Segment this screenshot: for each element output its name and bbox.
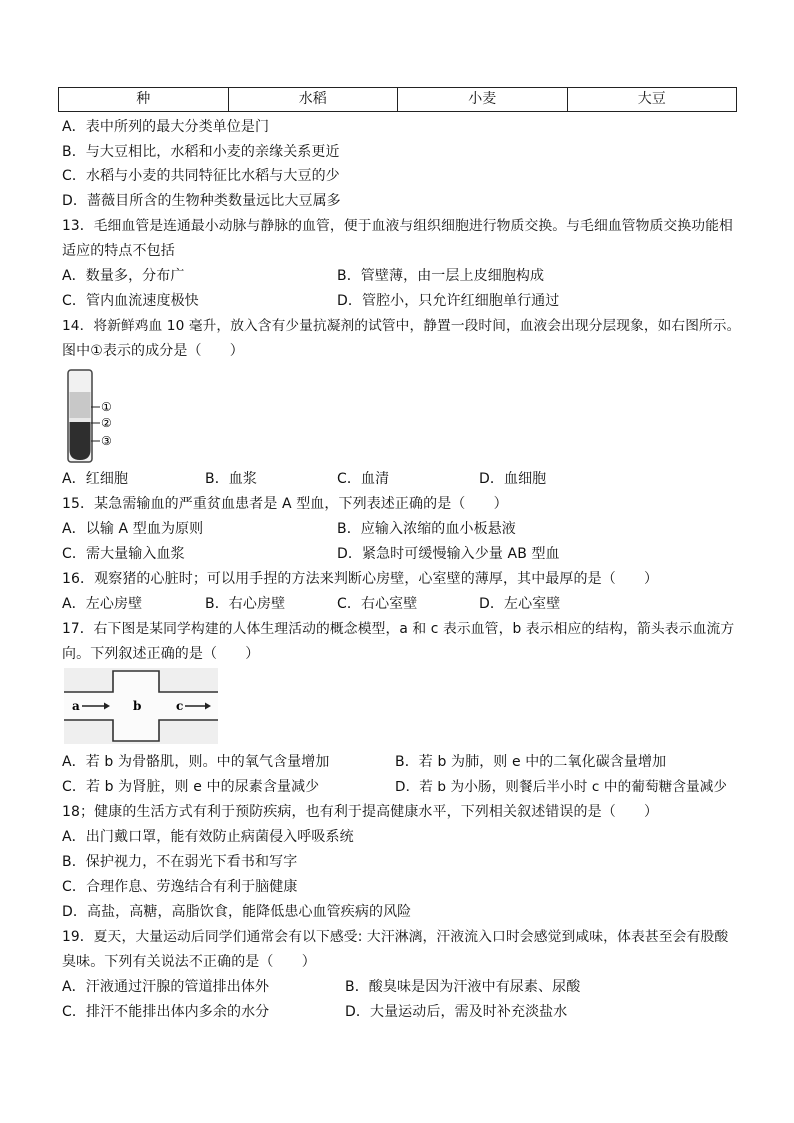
q12-option-a: A．表中所列的最大分类单位是门 (62, 119, 270, 135)
table-cell: 水稻 (228, 88, 398, 112)
q15-option-b: B．应输入浓缩的血小板悬液 (337, 521, 516, 537)
table-row (59, 88, 737, 112)
q16-option-c: C．右心室壁 (337, 596, 418, 612)
q19-stem-line1: 19．夏天，大量运动后同学们通常会有以下感受: 大汗淋漓，汗液流入口时会感觉到咸味，体表甚至会有股酸 (62, 929, 729, 945)
q19-option-a: A．汗液通过汗腺的管道排出体外 (62, 979, 270, 995)
tube-layer-1 (70, 392, 91, 418)
fig-label-1: ① (101, 400, 112, 414)
q16-option-d: D．左心室壁 (479, 596, 561, 612)
q19-option-c: C．排汗不能排出体内多余的水分 (62, 1004, 270, 1020)
q19-option-d: D．大量运动后，需及时补充淡盐水 (345, 1004, 568, 1020)
q18-option-c: C．合理作息、劳逸结合有利于脑健康 (62, 879, 298, 895)
q14-option-b: B．血浆 (205, 471, 258, 487)
q17-option-d: D．若 b 为小肠，则餐后半小时 c 中的葡萄糖含量减少 (395, 779, 728, 795)
q17-option-b: B．若 b 为肺，则 e 中的二氧化碳含量增加 (395, 754, 667, 770)
q13-option-c: C．管内血流速度极快 (62, 293, 199, 309)
fig-label-c: c (176, 699, 184, 713)
q14-stem-line1: 14．将新鲜鸡血 10 毫升，放入含有少量抗凝剂的试管中，静置一段时间，血液会出现分层现象，如右图所示。 (62, 318, 741, 334)
tube-layer-3 (70, 422, 91, 460)
q13-option-b: B．管壁薄，由一层上皮细胞构成 (337, 268, 545, 284)
q19-option-b: B．酸臭味是因为汗液中有尿素、尿酸 (345, 979, 581, 995)
q18-option-d: D．高盐，高糖，高脂饮食，能降低患心血管疾病的风险 (62, 904, 412, 920)
q17-option-a: A．若 b 为骨骼肌，则。中的氧气含量增加 (62, 754, 330, 770)
q15-option-d: D．紧急时可缓慢输入少量 AB 型血 (337, 546, 560, 562)
q14-option-d: D．血细胞 (479, 471, 547, 487)
q15-option-c: C．需大量输入血浆 (62, 546, 185, 562)
q13-option-d: D．管腔小，只允许红细胞单行通过 (337, 293, 560, 309)
q18-option-a: A．出门戴口罩，能有效防止病菌侵入呼吸系统 (62, 829, 354, 845)
tube-layer-2 (70, 418, 91, 422)
q17-option-c: C．若 b 为肾脏，则 e 中的尿素含量减少 (62, 779, 320, 795)
q18-stem: 18；健康的生活方式有利于预防疾病，也有利于提高健康水平，下列相关叙述错误的是（ ） (62, 804, 659, 820)
table-cell: 种 (59, 88, 229, 112)
q18-option-b: B．保护视力，不在弱光下看书和写字 (62, 854, 298, 870)
q17-stem-line2: 向。下列叙述正确的是（ ） (62, 646, 260, 662)
q13-option-a: A．数量多，分布广 (62, 268, 185, 284)
q12-option-c: C．水稻与小麦的共同特征比水稻与大豆的少 (62, 168, 340, 184)
q13-stem-line2: 适应的特点不包括 (62, 243, 175, 259)
q16-option-a: A．左心房壁 (62, 596, 143, 612)
fig-label-b: b (133, 699, 142, 713)
q13-stem-line1: 13．毛细血管是连通最小动脉与静脉的血管，便于血液与组织细胞进行物质交换。与毛细血管物质交换功能相 (62, 218, 733, 234)
fig-label-3: ③ (101, 434, 112, 448)
table-cell: 大豆 (567, 88, 737, 112)
q12-option-d: D．蔷薇目所含的生物种类数量远比大豆属多 (62, 193, 341, 209)
q15-stem: 15．某急需输血的严重贫血患者是 A 型血，下列表述正确的是（ ） (62, 496, 508, 512)
q19-stem-line2: 臭味。下列有关说法不正确的是（ ） (62, 954, 316, 970)
classification-table (58, 87, 737, 112)
q16-stem: 16．观察猪的心脏时；可以用手捏的方法来判断心房壁，心室壁的薄厚，其中最厚的是（ ） (62, 571, 659, 587)
q16-option-b: B．右心房壁 (205, 596, 286, 612)
q15-option-a: A．以输 A 型血为原则 (62, 521, 204, 537)
blood-flow-model-figure (64, 668, 218, 744)
table-cell: 小麦 (398, 88, 568, 112)
q14-stem-line2: 图中①表示的成分是（ ） (62, 343, 244, 359)
q17-stem-line1: 17．右下图是某同学构建的人体生理活动的概念模型，a 和 c 表示血管，b 表示相应的结构，箭头表示血流方 (62, 621, 735, 637)
blood-tube-figure (62, 366, 132, 466)
q14-option-c: C．血清 (337, 471, 390, 487)
q12-option-b: B．与大豆相比，水稻和小麦的亲缘关系更近 (62, 144, 340, 160)
fig-label-2: ② (101, 416, 112, 430)
fig-label-a: a (72, 699, 80, 713)
q14-option-a: A．红细胞 (62, 471, 129, 487)
